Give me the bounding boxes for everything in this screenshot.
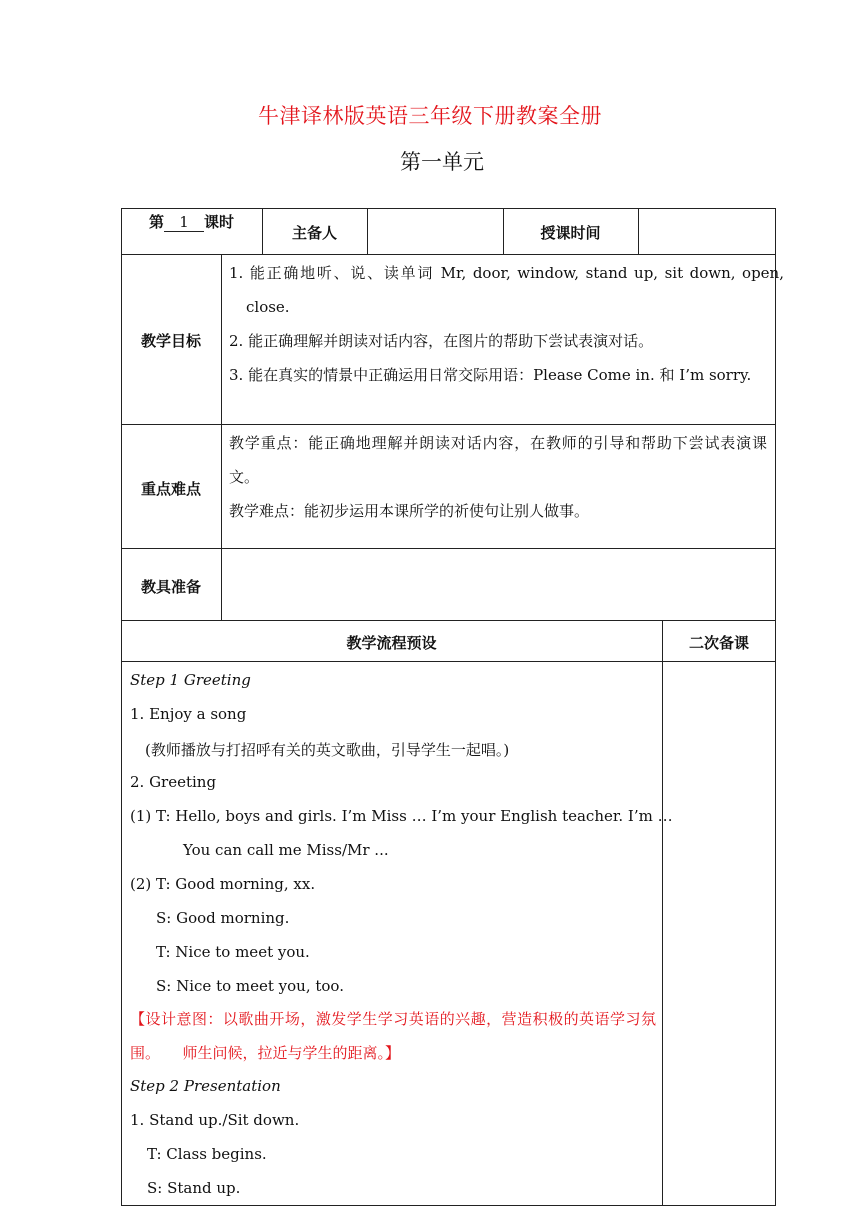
process-line: 2. Greeting <box>130 773 217 791</box>
column-divider <box>638 208 639 254</box>
process-line: T: Class begins. <box>147 1145 267 1163</box>
secondary-prep-header: 二次备课 <box>688 634 749 652</box>
process-line: 1. Stand up./Sit down. <box>130 1111 300 1129</box>
materials-label: 教具准备 <box>140 578 201 596</box>
lesson-prefix: 第 <box>148 213 164 231</box>
process-line: You can call me Miss/Mr ... <box>183 841 389 859</box>
column-divider <box>367 208 368 254</box>
lesson-number-cell <box>121 211 262 232</box>
objective-item: 2. 能正确理解并朗读对话内容，在图片的帮助下尝试表演对话。 <box>229 332 654 350</box>
row-divider <box>121 424 776 425</box>
column-divider <box>662 620 663 1206</box>
time-label: 授课时间 <box>540 224 601 242</box>
preparer-label: 主备人 <box>291 224 337 242</box>
process-line: (2) T: Good morning, xx. <box>130 875 316 893</box>
key-point-item: 教学难点：能初步运用本课所学的祈使句让别人做事。 <box>229 502 590 520</box>
step-heading: Step 1 Greeting <box>130 671 251 689</box>
process-line: S: Nice to meet you, too. <box>156 977 344 995</box>
objective-item: 3. 能在真实的情景中正确运用日常交际用语：Please Come in. 和 I’m sorry. <box>229 366 752 384</box>
process-line: S: Stand up. <box>147 1179 241 1197</box>
process-line: (教师播放与打招呼有关的英文歌曲，引导学生一起唱。) <box>145 741 510 759</box>
row-divider <box>121 254 776 255</box>
key-point-item: 教学重点：能正确地理解并朗读对话内容，在教师的引导和帮助下尝试表演课文。 <box>229 434 767 486</box>
process-line: S: Good morning. <box>156 909 290 927</box>
process-header: 教学流程预设 <box>346 634 437 652</box>
key-points-label: 重点难点 <box>140 480 201 498</box>
process-line: (1) T: Hello, boys and girls. I’m Miss … I’m your English teacher. I’m … <box>130 807 673 825</box>
step-heading: Step 2 Presentation <box>130 1077 281 1095</box>
design-intent-note: 【设计意图：以歌曲开场，激发学生学习英语的兴趣，营造积极的英语学习氛围。 师生问候，拉近与学生的距离。】 <box>130 1010 656 1062</box>
row-divider <box>121 661 776 662</box>
document-title: 牛津译林版英语三年级下册教案全册 <box>258 104 602 128</box>
unit-title: 第一单元 <box>400 150 484 174</box>
row-divider <box>121 548 776 549</box>
row-divider <box>121 620 776 621</box>
objective-item: 1. 能正确地听、说、读单词 Mr, door, window, stand up, sit down, open, close. <box>229 264 784 316</box>
objectives-label: 教学目标 <box>140 332 201 350</box>
lesson-number: 1 <box>164 213 204 232</box>
lesson-suffix: 课时 <box>204 213 235 231</box>
column-divider <box>221 254 222 620</box>
process-line: 1. Enjoy a song <box>130 705 247 723</box>
process-line: T: Nice to meet you. <box>156 943 310 961</box>
